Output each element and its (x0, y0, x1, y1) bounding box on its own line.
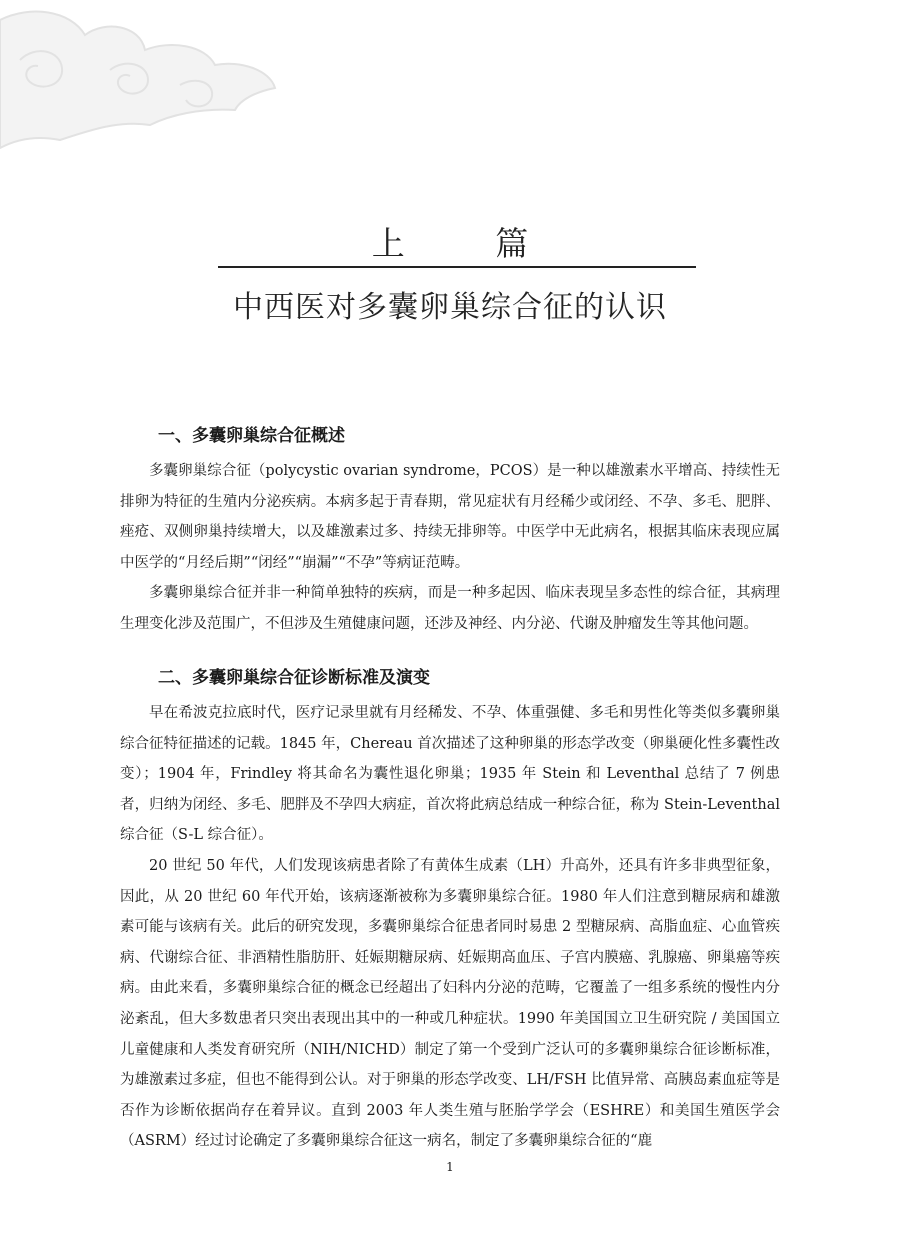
title-divider (218, 266, 696, 268)
section-body (120, 698, 780, 1157)
section-body (120, 456, 780, 640)
paragraph: 早在希波克拉底时代，医疗记录里就有月经稀发、不孕、体重强健、多毛和男性化等类似多囊卵巢综合征特征描述的记载。1845 年，Chereau 首次描述了这种卵巢的形态学改变（卵巢硬化性多囊性改变）；1904 年，Frindley 将其命名为囊性退化卵巢；1935 年 Stein 和 Leventhal 总结了 7 例患者，归纳为闭经、多毛、肥胖及不孕四大病症，首次将此病总结成一种综合征，称为 Stein-Leventhal 综合征（S-L 综合征）。 (120, 705, 780, 844)
part-title: 中西医对多囊卵巢综合征的认识 (233, 290, 667, 325)
section-heading: 一、多囊卵巢综合征概述 (158, 426, 345, 446)
paragraph: 多囊卵巢综合征并非一种简单独特的疾病，而是一种多起因、临床表现呈多态性的综合征，其病理生理变化涉及范围广，不但涉及生殖健康问题，还涉及神经、内分泌、代谢及肿瘤发生等其他问题。 (120, 585, 780, 632)
cloud-ornament (0, 0, 290, 150)
part-label: 上 篇 (371, 224, 569, 263)
paragraph: 20 世纪 50 年代，人们发现该病患者除了有黄体生成素（LH）升高外，还具有许多非典型征象，因此，从 20 世纪 60 年代开始，该病逐渐被称为多囊卵巢综合征。1980 年人们注意到糖尿病和雄激素可能与该病有关。此后的研究发现，多囊卵巢综合征患者同时易患 2 型糖尿病、高脂血症、心血管疾病、代谢综合征、非酒精性脂肪肝、妊娠期糖尿病、妊娠期高血压、子宫内膜癌、乳腺癌、卵巢癌等疾病。由此来看，多囊卵巢综合征的概念已经超出了妇科内分泌的范畴，它覆盖了一组多系统的慢性内分泌紊乱，但大多数患者只突出表现出其中的一种或几种症状。1990 年美国国立卫生研究院 / 美国国立儿童健康和人类发育研究所（NIH/NICHD）制定了第一个受到广泛认可的多囊卵巢综合征诊断标准，为雄激素过多症，但也不能得到公认。对于卵巢的形态学改变、LH/FSH 比值异常、高胰岛素血症等是否作为诊断依据尚存在着异议。直到 2003 年人类生殖与胚胎学学会（ESHRE）和美国生殖医学会（ASRM）经过讨论确定了多囊卵巢综合征这一病名，制定了多囊卵巢综合征的“鹿 (120, 857, 780, 1150)
page-number: 1 (446, 1160, 454, 1174)
section-heading: 二、多囊卵巢综合征诊断标准及演变 (158, 668, 430, 688)
paragraph: 多囊卵巢综合征（polycystic ovarian syndrome，PCOS）是一种以雄激素水平增高、持续性无排卵为特征的生殖内分泌疾病。本病多起于青春期，常见症状有月经稀少或闭经、不孕、多毛、肥胖、痤疮、双侧卵巢持续增大，以及雄激素过多、持续无排卵等。中医学中无此病名，根据其临床表现应属中医学的“月经后期”“闭经”“崩漏”“不孕”等病证范畴。 (120, 463, 780, 571)
